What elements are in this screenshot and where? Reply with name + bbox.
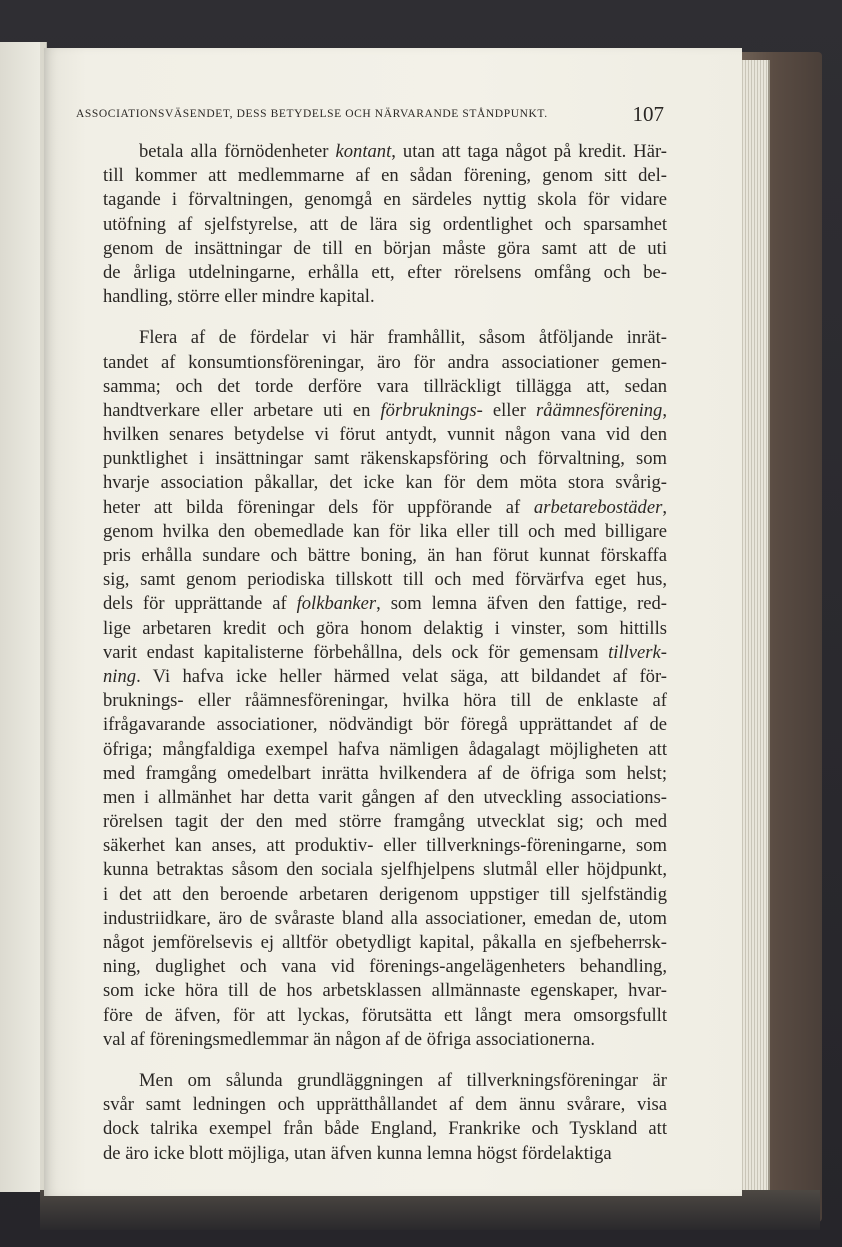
text-run: handling, större eller mindre kapital. xyxy=(103,286,375,308)
text-run: ifrågavarande associationer, nödvändigt bör föregå upprättandet af de xyxy=(103,714,667,736)
italic-term: ning xyxy=(103,665,137,687)
italic-term: tillverk- xyxy=(608,641,667,663)
text-run: dels för upprättande af xyxy=(103,593,297,615)
text-run: de äro icke blott möjliga, utan äfven kunna lemna högst fördelaktiga xyxy=(103,1142,612,1164)
text-line xyxy=(103,520,667,544)
text-run: Men om sålunda grundläggningen af tillverkningsföreningar är xyxy=(139,1069,667,1091)
text-run: val af föreningsmedlemmar än någon af de öfriga associationerna. xyxy=(103,1028,596,1050)
text-run: handtverkare eller arbetare uti en xyxy=(103,399,381,421)
text-run: dock talrika exempel från både England, Frankrike och Tyskland att xyxy=(103,1118,667,1140)
text-run: , xyxy=(662,496,667,518)
text-line xyxy=(103,261,667,285)
text-run: svår samt ledningen och upprätthållandet af dem ännu svårare, visa xyxy=(103,1094,667,1116)
text-run: kunna betraktas såsom den sociala sjelfhjelpens slutmål eller höjdpunkt, xyxy=(103,859,667,881)
text-line xyxy=(103,738,667,762)
text-run: till kommer att medlemmarne af en sådan förening, genom sitt del- xyxy=(103,165,667,187)
text-line xyxy=(103,931,667,955)
paragraph-gap xyxy=(103,309,667,326)
bottom-shadow xyxy=(40,1190,820,1230)
text-run: ning, duglighet och vana vid förenings-angelägenheters behandling, xyxy=(103,956,667,978)
text-line xyxy=(103,907,667,931)
text-run: utöfning af sjelfstyrelse, att de lära sig ordentlighet och sparsamhet xyxy=(103,213,667,235)
text-line xyxy=(103,326,667,350)
text-run: samma; och det torde derföre vara tillräckligt tillägga att, sedan xyxy=(103,375,667,397)
text-line xyxy=(103,188,667,212)
text-line xyxy=(103,689,667,713)
text-line xyxy=(103,375,667,399)
text-line xyxy=(103,713,667,737)
text-run: de årliga utdelningarne, erhålla ett, efter rörelsens omfång och be- xyxy=(103,261,667,283)
text-run: lige arbetaren kredit och göra honom delaktig i vinster, som hittills xyxy=(103,617,667,639)
text-run: säkerhet kan anses, att produktiv- eller tillverknings-föreningarne, som xyxy=(103,835,667,857)
text-run: tandet af konsumtionsföreningar, äro för andra associationer gemen- xyxy=(103,351,667,373)
paragraph xyxy=(103,140,667,309)
running-header-title: ASSOCIATIONSVÄSENDET, DESS BETYDELSE OCH NÄRVARANDE STÅNDPUNKT. xyxy=(76,108,548,120)
text-line xyxy=(103,810,667,834)
text-run: . Vi hafva icke heller härmed velat säga, att bildandet af för- xyxy=(136,665,667,687)
text-run: öfriga; mångfaldiga exempel hafva nämligen ådagalagt möjligheten att xyxy=(103,738,667,760)
text-run: men i allmänhet har detta varit gången af den utveckling associations- xyxy=(103,786,667,808)
text-run: något jemförelsevis ej alltför obetydligt kapital, påkalla en sjefbeherrsk- xyxy=(103,932,667,953)
paragraph xyxy=(103,1069,667,1166)
text-line xyxy=(103,285,667,309)
text-run: Flera af de fördelar vi här framhållit, såsom åtföljande inrät- xyxy=(139,327,667,349)
text-line xyxy=(103,351,667,375)
text-line xyxy=(103,592,667,616)
text-line xyxy=(103,213,667,237)
text-run: , som lemna äfven den fattige, red- xyxy=(376,593,667,615)
text-run: , xyxy=(662,399,667,421)
text-line xyxy=(103,1093,667,1117)
text-line xyxy=(103,1117,667,1141)
text-line xyxy=(103,665,667,689)
text-line xyxy=(103,1142,667,1166)
text-line xyxy=(103,979,667,1003)
text-line xyxy=(103,617,667,641)
body-text xyxy=(103,140,667,1166)
italic-term: folkbanker xyxy=(296,593,377,615)
italic-term: kontant xyxy=(335,141,392,162)
text-line xyxy=(103,955,667,979)
page-stack-edges xyxy=(740,60,770,1210)
text-run: punktlighet i insättningar samt räkenskapsföring och förvaltning, som xyxy=(103,448,667,470)
paragraph-gap xyxy=(103,1052,667,1069)
italic-term: råämnesförening xyxy=(535,399,663,421)
text-run: hvarje association påkallar, det icke kan för dem möta stora svårig- xyxy=(103,472,667,494)
text-run: som icke höra till de hos arbetsklassen allmännaste egenskaper, hvar- xyxy=(103,980,667,1002)
text-run: med framgång omedelbart inrätta hvilkendera af de öfriga som helst; xyxy=(103,762,667,784)
text-run: hvilken senares betydelse vi förut antydt, vunnit någon vana vid den xyxy=(103,424,667,446)
text-run: heter att bilda föreningar dels för uppförande af xyxy=(103,496,534,518)
paragraph xyxy=(103,326,667,1052)
text-run: rörelsen tagit der den med större framgång utvecklat sig; och med xyxy=(103,811,667,833)
text-line xyxy=(103,447,667,471)
italic-term: arbetarebostäder xyxy=(533,496,663,518)
text-line xyxy=(103,544,667,568)
text-line xyxy=(103,471,667,495)
page-number: 107 xyxy=(632,102,664,126)
text-line xyxy=(103,641,667,665)
text-run: genom de insättningar de till en början måste göra samt att de uti xyxy=(103,237,667,259)
text-line xyxy=(103,399,667,423)
text-line xyxy=(103,568,667,592)
text-line xyxy=(103,164,667,188)
previous-page-surface xyxy=(0,42,40,1192)
text-line xyxy=(103,1069,667,1093)
text-line xyxy=(103,762,667,786)
text-line xyxy=(103,834,667,858)
text-run: genom hvilka den obemedlade kan för lika eller till och med billigare xyxy=(103,520,667,542)
text-run: eller xyxy=(482,399,536,421)
text-run: varit endast kapitalisterne förbehållna, dels ock för gemensam xyxy=(103,641,609,663)
text-run: industriidkare, äro de svåraste bland alla associationer, emedan de, utom xyxy=(103,907,667,929)
text-line xyxy=(103,423,667,447)
text-line xyxy=(103,496,667,520)
running-header xyxy=(76,102,664,130)
text-line xyxy=(103,1028,667,1052)
text-run: före de äfven, för att lyckas, förutsätta ett långt mera omsorgsfullt xyxy=(103,1004,667,1026)
text-line xyxy=(103,786,667,810)
text-line xyxy=(103,237,667,261)
text-line xyxy=(103,858,667,882)
text-run: , utan att taga något på kredit. Här- xyxy=(391,141,667,162)
text-line xyxy=(103,140,667,164)
text-run: betala alla förnödenheter xyxy=(139,141,336,162)
text-run: pris erhålla sundare och bättre boning, än han förut kunnat förskaffa xyxy=(103,545,667,566)
previous-page-edge xyxy=(0,42,47,1192)
text-line xyxy=(103,1004,667,1028)
text-run: sig, samt genom periodiska tillskott till och med förvärfva eget hus, xyxy=(103,569,667,591)
text-run: tagande i förvaltningen, genomgå en särdeles nyttig skola för vidare xyxy=(103,189,667,211)
text-run: bruknings- eller råämnesföreningar, hvilka höra till de enklaste af xyxy=(103,690,667,712)
text-run: i det att den beroende arbetaren derigenom uppstiger till sjelfständig xyxy=(103,883,667,905)
italic-term: förbruknings- xyxy=(380,399,483,421)
text-line xyxy=(103,883,667,907)
